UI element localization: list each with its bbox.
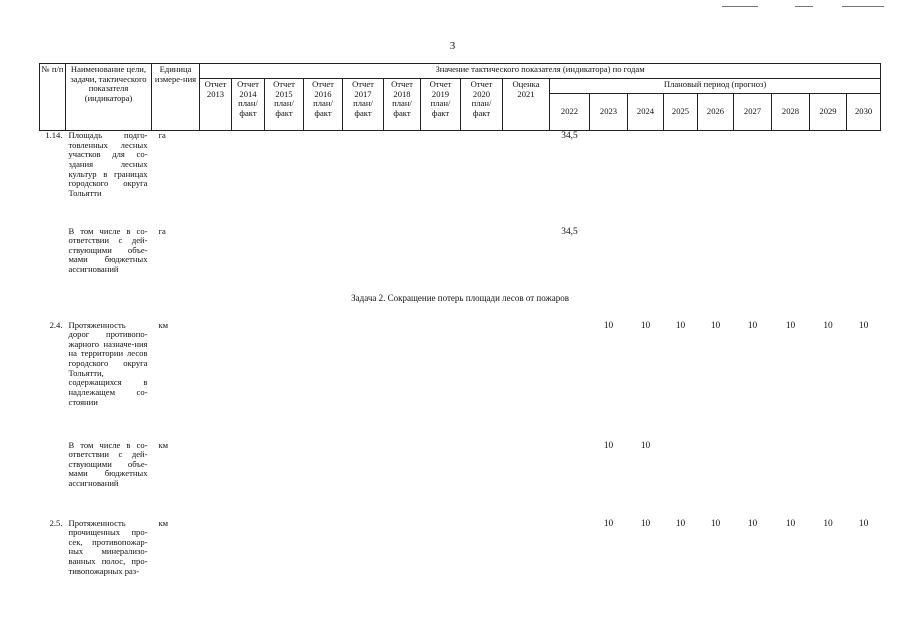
value-cell (232, 321, 265, 441)
report-plan-fact: план/ факт (430, 98, 451, 118)
value-cell (421, 227, 461, 293)
header-row-number: № п/п (40, 64, 66, 131)
value-cell (590, 227, 628, 293)
value-cell (734, 131, 772, 227)
value-cell: 10 (675, 320, 686, 331)
report-label: Отчет (273, 79, 295, 89)
report-label: Отчет (204, 79, 227, 89)
value-cell (810, 131, 847, 227)
estimate-year: 2021 (517, 88, 535, 99)
report-year: 2013 (206, 88, 225, 99)
value-cell (421, 441, 461, 519)
header-indicator-name: Наименование цели, задачи, тактического показателя (индикатора) (66, 64, 152, 131)
value-cell (810, 227, 847, 293)
header-report-year (200, 79, 232, 131)
value-cell (503, 441, 550, 519)
header-report-year (304, 79, 343, 131)
value-cell: 10 (747, 320, 758, 331)
report-plan-fact: план/ факт (274, 98, 294, 118)
value-cell (698, 441, 734, 519)
value-cell (461, 131, 503, 227)
report-label: Отчет (470, 79, 493, 89)
value-cell (503, 131, 550, 227)
value-cell (200, 227, 232, 293)
value-cell (734, 441, 772, 519)
value-cell (698, 227, 734, 293)
value-cell: 34,5 (561, 226, 578, 237)
header-estimate-year (503, 79, 550, 131)
header-report-year (265, 79, 304, 131)
unit-cell: га (158, 225, 166, 236)
unit-cell: км (158, 319, 169, 330)
header-report-year (232, 79, 265, 131)
value-cell: 10 (785, 518, 796, 529)
value-cell (343, 321, 384, 441)
value-cell (628, 227, 664, 293)
value-cell (421, 321, 461, 441)
value-cell: 10 (640, 440, 651, 451)
value-cell (265, 441, 304, 519)
header-plan-year: 2026 (698, 94, 734, 131)
value-cell (590, 131, 628, 227)
report-year: 2014 (239, 88, 257, 99)
value-cell (384, 519, 421, 599)
value-cell (772, 227, 810, 293)
header-report-year (421, 79, 461, 131)
value-cell (461, 227, 503, 293)
value-cell (200, 321, 232, 441)
value-cell (265, 131, 304, 227)
report-year: 2018 (393, 88, 411, 99)
header-plan-year: 2023 (590, 94, 628, 131)
indicator-name: В том числе в со-ответствии с дей-ствующими объе-мами бюджетных ассигнований (68, 439, 148, 488)
table-body (40, 131, 881, 599)
value-cell (421, 519, 461, 599)
report-label: Отчет (391, 79, 413, 89)
value-cell (232, 131, 265, 227)
value-cell (550, 321, 590, 441)
row-number: 2.5. (49, 517, 63, 528)
table-row (40, 519, 881, 599)
report-year: 2016 (314, 88, 332, 99)
value-cell (847, 441, 881, 519)
estimate-label: Оценка (512, 79, 540, 89)
indicator-name: Протяженность дорог противопо-жарного назначе-ния на территории лесов городского округа Тольятти, содержащихся в надлежащем со-стоянии (68, 319, 148, 407)
value-cell (734, 227, 772, 293)
value-cell: 10 (675, 518, 686, 529)
value-cell (232, 227, 265, 293)
value-cell (343, 131, 384, 227)
value-cell (343, 519, 384, 599)
value-cell (304, 227, 343, 293)
unit-cell: км (158, 517, 169, 528)
unit-cell: км (158, 439, 169, 450)
value-cell: 10 (603, 518, 614, 529)
value-cell (664, 441, 698, 519)
value-cell (304, 519, 343, 599)
header-plan-year: 2024 (628, 94, 664, 131)
row-number: 1.14. (45, 130, 63, 140)
table-row (40, 441, 881, 519)
header-plan-year: 2030 (847, 94, 881, 131)
indicator-name: В том числе в со-ответствии с дей-ствующими объе-мами бюджетных ассигнований (68, 225, 148, 274)
value-cell (550, 519, 590, 599)
header-report-year (384, 79, 421, 131)
value-cell (664, 131, 698, 227)
table-row (40, 131, 881, 227)
indicator-name: Площадь подго-товленных лесных участков для со-здания лесных культур в границах городского округа Тольятти (68, 130, 148, 198)
value-cell (265, 519, 304, 599)
value-cell (304, 131, 343, 227)
value-cell (265, 227, 304, 293)
report-year: 2015 (275, 88, 293, 99)
value-cell (664, 227, 698, 293)
report-plan-fact: план/ факт (353, 98, 373, 118)
table-row (40, 227, 881, 293)
value-cell (232, 519, 265, 599)
value-cell: 10 (603, 320, 614, 331)
scan-artifact-line (795, 6, 813, 7)
value-cell (200, 519, 232, 599)
row-number (40, 227, 66, 293)
value-cell (343, 441, 384, 519)
report-label: Отчет (237, 79, 259, 89)
report-label: Отчет (429, 79, 452, 89)
value-cell (810, 441, 847, 519)
page-number: 3 (449, 40, 456, 52)
value-cell (232, 441, 265, 519)
value-cell: 34,5 (561, 131, 578, 141)
header-values-by-year: Значение тактического показателя (индикатора) по годам (200, 64, 881, 79)
unit-cell: га (158, 130, 166, 140)
row-number (40, 441, 66, 519)
value-cell: 10 (747, 518, 758, 529)
value-cell: 10 (858, 320, 869, 331)
value-cell (421, 131, 461, 227)
value-cell (503, 321, 550, 441)
header-plan-year: 2022 (550, 94, 590, 131)
value-cell: 10 (640, 518, 651, 529)
value-cell (698, 131, 734, 227)
value-cell: 10 (785, 320, 796, 331)
value-cell (304, 321, 343, 441)
indicator-table (39, 63, 881, 599)
task-title: Задача 2. Сокращение потерь площади лесов от пожаров (351, 292, 569, 303)
indicator-name: Протяженность прочищенных про-сек, противопожар-ных минерализо-ванных полос, про-тивопожарных раз- (68, 517, 148, 576)
value-cell: 10 (858, 518, 869, 529)
table-row (40, 321, 881, 441)
value-cell (304, 441, 343, 519)
value-cell (503, 227, 550, 293)
report-year: 2017 (354, 88, 372, 99)
header-unit: Единица измере-ния (152, 64, 200, 131)
value-cell (772, 441, 810, 519)
report-label: Отчет (312, 79, 334, 89)
value-cell (503, 519, 550, 599)
value-cell (384, 131, 421, 227)
value-cell: 10 (823, 518, 833, 529)
value-cell (628, 131, 664, 227)
task-row (40, 293, 881, 321)
report-year: 2019 (431, 88, 450, 99)
value-cell: 10 (710, 518, 721, 529)
report-plan-fact: план/ факт (471, 98, 492, 118)
header-plan-year: 2029 (810, 94, 847, 131)
value-cell (847, 227, 881, 293)
header-plan-year: 2027 (734, 94, 772, 131)
value-cell (200, 441, 232, 519)
value-cell: 10 (603, 440, 614, 451)
value-cell: 10 (640, 320, 651, 331)
value-cell (200, 131, 232, 227)
value-cell (847, 131, 881, 227)
report-year: 2020 (472, 88, 491, 99)
value-cell (384, 227, 421, 293)
header-plan-year: 2025 (664, 94, 698, 131)
report-plan-fact: план/ факт (392, 98, 412, 118)
value-cell: 10 (823, 320, 833, 331)
header-report-year (343, 79, 384, 131)
header-plan-period: Плановый период (прогноз) (550, 79, 881, 94)
header-plan-year: 2028 (772, 94, 810, 131)
value-cell (550, 441, 590, 519)
value-cell (461, 519, 503, 599)
report-label: Отчет (352, 79, 374, 89)
value-cell (384, 441, 421, 519)
value-cell: 10 (710, 320, 721, 331)
header-report-year (461, 79, 503, 131)
value-cell (384, 321, 421, 441)
value-cell (265, 321, 304, 441)
report-plan-fact: план/ факт (238, 98, 258, 118)
row-number: 2.4. (49, 319, 63, 330)
scan-artifact-line (842, 6, 884, 7)
value-cell (461, 441, 503, 519)
value-cell (343, 227, 384, 293)
report-plan-fact: план/ факт (313, 98, 333, 118)
scan-artifact-line (722, 6, 758, 7)
value-cell (461, 321, 503, 441)
value-cell (772, 131, 810, 227)
table-header (40, 64, 881, 131)
